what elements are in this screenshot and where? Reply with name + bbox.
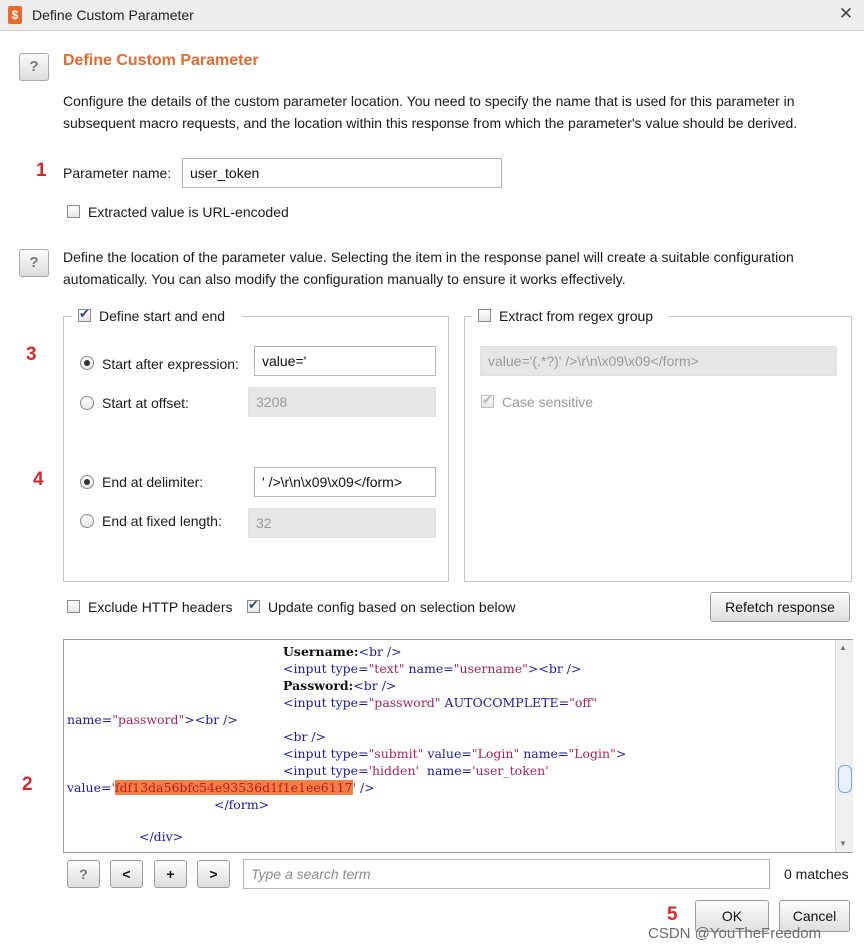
regex-group-label: Extract from regex group bbox=[499, 308, 654, 324]
refetch-response-button[interactable]: Refetch response bbox=[710, 592, 850, 622]
marker-2: 2 bbox=[22, 774, 33, 795]
match-count: 0 matches bbox=[784, 866, 849, 882]
code-line: <input type="submit" value="Login" name="Login"> bbox=[283, 746, 627, 761]
scroll-up-icon[interactable]: ▲ bbox=[839, 643, 847, 652]
marker-3: 3 bbox=[26, 344, 37, 365]
code-line: <input type="password" AUTOCOMPLETE="off" bbox=[283, 695, 597, 710]
marker-4: 4 bbox=[33, 469, 44, 490]
url-encoded-checkbox[interactable] bbox=[67, 205, 80, 218]
case-sensitive-label: Case sensitive bbox=[502, 394, 594, 410]
location-description: Define the location of the parameter value. Selecting the item in the response panel will create a suitable configuration automatically. You can also modify the configuration manually to ensure it works effectively. bbox=[63, 249, 794, 287]
case-sensitive-checkbox[interactable] bbox=[481, 395, 494, 408]
update-config-label: Update config based on selection below bbox=[268, 599, 516, 615]
response-scrollbar[interactable] bbox=[835, 640, 853, 852]
search-next-button[interactable]: > bbox=[197, 860, 230, 888]
watermark: CSDN @YouTheFreedom bbox=[648, 925, 822, 942]
end-fixed-radio[interactable] bbox=[80, 514, 94, 528]
parameter-name-input[interactable]: user_token bbox=[182, 158, 502, 188]
regex-expression-input[interactable]: value='(.*?)' />\r\n\x09\x09</form> bbox=[480, 346, 837, 376]
intro-description: Configure the details of the custom parameter location. You need to specify the name that is used for this parameter in subsequent macro requests, and the location within this response from which the parameter's value should be derived. bbox=[63, 93, 798, 131]
url-encoded-label: Extracted value is URL-encoded bbox=[88, 204, 289, 220]
end-delimiter-radio[interactable] bbox=[80, 475, 94, 489]
end-fixed-label: End at fixed length: bbox=[102, 513, 222, 529]
parameter-name-label: Parameter name: bbox=[63, 165, 172, 181]
search-help-button[interactable]: ? bbox=[67, 860, 100, 888]
code-line: <input type="text" name="username"><br /> bbox=[283, 661, 582, 676]
help-button[interactable]: ? bbox=[19, 53, 49, 81]
code-line: <br /> bbox=[283, 729, 327, 744]
scroll-thumb[interactable] bbox=[838, 765, 852, 793]
end-fixed-input[interactable]: 32 bbox=[248, 508, 436, 538]
start-offset-input[interactable]: 3208 bbox=[248, 387, 436, 417]
app-icon: $ bbox=[8, 6, 22, 24]
exclude-headers-checkbox[interactable] bbox=[67, 600, 80, 613]
regex-group-checkbox[interactable] bbox=[478, 309, 491, 322]
start-offset-radio[interactable] bbox=[80, 396, 94, 410]
code-line: </div> bbox=[139, 829, 184, 844]
search-prev-button[interactable]: < bbox=[110, 860, 143, 888]
scroll-down-icon[interactable]: ▼ bbox=[839, 839, 847, 848]
start-after-radio[interactable] bbox=[80, 356, 94, 370]
end-delimiter-label: End at delimiter: bbox=[102, 474, 204, 490]
code-line: name="password"><br /> bbox=[67, 712, 238, 727]
page-title: Define Custom Parameter bbox=[63, 52, 259, 69]
window-title: Define Custom Parameter bbox=[32, 7, 194, 23]
code-line: <input type='hidden' name='user_token' bbox=[283, 763, 549, 778]
start-offset-label: Start at offset: bbox=[102, 395, 189, 411]
code-line: value='fdf13da56bfc54e93536d1f1e1ee6117' /> bbox=[67, 780, 375, 795]
search-add-button[interactable]: + bbox=[154, 860, 187, 888]
marker-1: 1 bbox=[36, 160, 47, 181]
code-line: Password:<br /> bbox=[283, 678, 397, 693]
exclude-headers-label: Exclude HTTP headers bbox=[88, 599, 233, 615]
start-after-input[interactable]: value=' bbox=[254, 346, 436, 376]
ok-button[interactable]: OK bbox=[695, 900, 769, 932]
selected-token-highlight[interactable]: fdf13da56bfc54e93536d1f1e1ee6117 bbox=[114, 780, 353, 795]
close-icon[interactable]: ✕ bbox=[838, 4, 854, 23]
define-start-end-label: Define start and end bbox=[99, 308, 226, 324]
code-line: </form> bbox=[214, 797, 270, 812]
define-start-end-checkbox[interactable] bbox=[78, 309, 91, 322]
search-input[interactable]: Type a search term bbox=[243, 859, 770, 889]
response-panel[interactable] bbox=[63, 639, 853, 853]
code-line: Username:<br /> bbox=[283, 644, 402, 659]
update-config-checkbox[interactable] bbox=[247, 600, 260, 613]
help-button-location[interactable]: ? bbox=[19, 249, 49, 277]
marker-5: 5 bbox=[667, 904, 678, 925]
cancel-button[interactable]: Cancel bbox=[779, 900, 850, 932]
end-delimiter-input[interactable]: ' />\r\n\x09\x09</form> bbox=[254, 467, 436, 497]
start-after-label: Start after expression: bbox=[102, 356, 239, 372]
